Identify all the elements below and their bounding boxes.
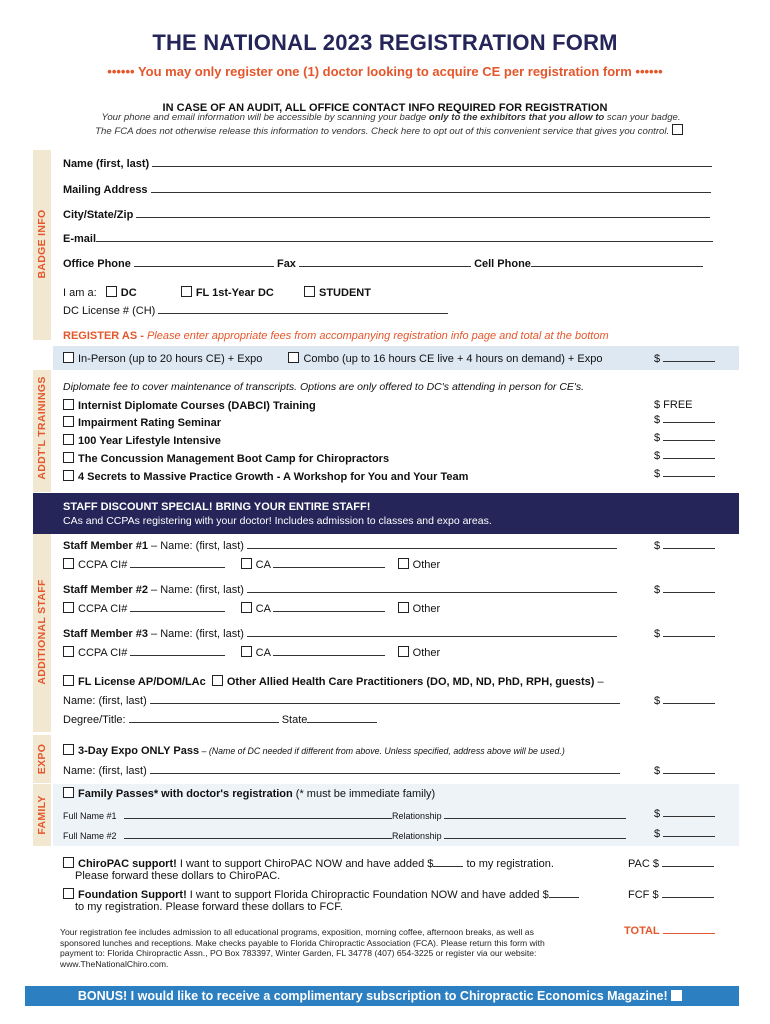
staff-credentials-row (63, 646, 440, 659)
ca-field[interactable] (273, 558, 385, 568)
training-checkbox[interactable] (63, 399, 74, 410)
staff-member-row (63, 539, 617, 552)
other-label: Other (412, 647, 441, 659)
pac-text2: to my registration. (463, 858, 554, 870)
staff-banner-title: STAFF DISCOUNT SPECIAL! BRING YOUR ENTIRE STAFF! (63, 501, 371, 513)
page-subtitle: •••••• You may only register one (1) doctor looking to acquire CE per registration form •••••• (107, 64, 663, 79)
ca-checkbox[interactable] (241, 558, 252, 569)
full-name-label: Full Name #1 (63, 811, 117, 821)
fcf-line2: to my registration. Please forward these dollars to FCF. (75, 901, 343, 913)
fl-first-year-checkbox[interactable] (181, 286, 192, 297)
expo-checkbox[interactable] (63, 744, 74, 755)
office-phone-label: Office Phone (63, 258, 131, 270)
opt-out-checkbox[interactable] (672, 124, 683, 135)
cell-phone-label: Cell Phone (474, 258, 531, 270)
ccpa-field[interactable] (130, 646, 225, 656)
family-label: Family Passes* with doctor's registration (78, 788, 293, 800)
mailing-field[interactable] (151, 183, 711, 193)
city-field[interactable] (136, 208, 710, 218)
training-label: 100 Year Lifestyle Intensive (78, 435, 221, 447)
license-field[interactable] (158, 304, 448, 314)
full-name-field[interactable] (124, 809, 392, 819)
training-amount (654, 449, 715, 462)
staff-banner-sub: CAs and CCPAs registering with your doctor! Includes admission to classes and expo areas. (63, 515, 492, 527)
ccpa-field[interactable] (130, 602, 225, 612)
family-note: (* must be immediate family) (292, 788, 436, 800)
name-label: Name (first, last) (63, 158, 150, 170)
fcf-inline-field[interactable] (549, 888, 579, 898)
inperson-checkbox[interactable] (63, 352, 74, 363)
training-label: The Concussion Management Boot Camp for Chiropractors (78, 453, 390, 465)
ca-checkbox[interactable] (241, 646, 252, 657)
training-amount (654, 467, 715, 480)
family-row (63, 787, 435, 800)
staff-name-field[interactable] (247, 627, 617, 637)
pac-amount-label: PAC $ (628, 858, 659, 870)
staff-credentials-row (63, 558, 440, 571)
total-field[interactable] (663, 924, 715, 934)
dollar-sign: $ (654, 808, 661, 820)
degree-row (63, 713, 377, 726)
dollar-sign: $ (654, 468, 661, 480)
ca-field[interactable] (273, 646, 385, 656)
allied-amount (654, 694, 715, 707)
staff-name-label: – Name: (first, last) (147, 628, 244, 640)
staff-amount-field[interactable] (663, 583, 715, 593)
iam-label: I am a: (63, 287, 97, 299)
email-label: E-mail (63, 233, 97, 245)
email-field[interactable] (96, 232, 713, 242)
ccpa-field[interactable] (130, 558, 225, 568)
fcf-text: I want to support Florida Chiropractic Foundation NOW and have added $ (186, 889, 549, 901)
register-as-label: REGISTER AS - (63, 330, 147, 342)
expo-name-row (63, 764, 620, 777)
family-amount (654, 827, 715, 840)
pac-text: I want to support ChiroPAC NOW and have added $ (176, 858, 434, 870)
training-label: 4 Secrets to Massive Practice Growth - A Workshop for You and Your Team (78, 471, 469, 483)
fcf-amount-field[interactable] (662, 888, 714, 898)
inperson-label: In-Person (up to 20 hours CE) + Expo (78, 353, 263, 365)
allied-label: Other Allied Health Care Practitioners (DO, MD, ND, PhD, RPH, guests) (226, 676, 595, 688)
relationship-label: Relationship (392, 831, 442, 841)
state-label: State (281, 714, 308, 726)
training-amount (654, 413, 715, 426)
dollar-sign: $ (654, 432, 661, 444)
allied-name-row (63, 694, 620, 707)
training-checkbox[interactable] (63, 470, 74, 481)
staff-amount-field[interactable] (663, 539, 715, 549)
allied-row (63, 675, 604, 688)
name-field[interactable] (152, 157, 712, 167)
ccpa-checkbox[interactable] (63, 558, 74, 569)
bonus-checkbox[interactable] (671, 990, 682, 1001)
dc-option-label: DC (120, 287, 137, 299)
student-checkbox[interactable] (304, 286, 315, 297)
allied-dash: – (594, 676, 604, 688)
dc-checkbox[interactable] (106, 286, 117, 297)
expo-row (63, 744, 565, 757)
other-checkbox[interactable] (398, 558, 409, 569)
allied-checkbox[interactable] (212, 675, 223, 686)
pac-inline-field[interactable] (433, 857, 463, 867)
allied-name-label: Name: (first, last) (63, 695, 147, 707)
ca-field[interactable] (273, 602, 385, 612)
fl-first-year-label: FL 1st-Year DC (195, 287, 274, 299)
pac-amount-field[interactable] (662, 857, 714, 867)
email-row (63, 232, 713, 245)
staff-name-label: – Name: (first, last) (147, 540, 244, 552)
dollar-sign: $ (654, 765, 661, 777)
license-row (63, 304, 448, 317)
ccpa-checkbox[interactable] (63, 602, 74, 613)
fcf-label: Foundation Support! (78, 889, 187, 901)
footer-note: Your registration fee includes admission to all educational programs, exposition, morning coffee, afternoon breaks, as well as sponsored lunches and receptions. Make checks payable to Florida Chiropractic Association (FCA). Please return this form with payment to: Florida Chiropractic Assn., PO Box 783397, Winter Garden, FL 34778 (407) 654-3225 or register via our website: www.TheNationalChiro.com. (60, 927, 545, 969)
dollar-sign: $ (654, 353, 661, 365)
state-field[interactable] (307, 713, 377, 723)
ccpa-label: CCPA CI# (78, 603, 128, 615)
training-checkbox[interactable] (63, 452, 74, 463)
expo-note: – (Name of DC needed if different from above. Unless specified, address above will be used.) (199, 746, 565, 756)
relationship-label: Relationship (392, 811, 442, 821)
register-as-heading (63, 330, 609, 342)
register-as-note: Please enter appropriate fees from accompanying registration info page and total at the bottom (146, 330, 609, 342)
other-label: Other (412, 603, 441, 615)
pac-row (63, 857, 554, 870)
other-label: Other (412, 559, 441, 571)
ca-label: CA (255, 559, 271, 571)
staff-name-field[interactable] (247, 583, 617, 593)
full-name-field[interactable] (124, 829, 392, 839)
dollar-sign: $ (654, 414, 661, 426)
total-label: TOTAL (624, 925, 660, 937)
mailing-label: Mailing Address (63, 184, 148, 196)
dollar-sign: $ (654, 695, 661, 707)
dollar-sign: $ (654, 540, 661, 552)
pac-amount (628, 857, 714, 870)
badge-side-label: BADGE INFO (36, 209, 48, 279)
staff-member-row (63, 627, 617, 640)
bonus-banner (25, 986, 739, 1006)
training-label: Impairment Rating Seminar (78, 417, 222, 429)
pac-line2: Please forward these dollars to ChiroPAC. (75, 870, 281, 882)
expo-amount (654, 764, 715, 777)
ca-checkbox[interactable] (241, 602, 252, 613)
ccpa-label: CCPA CI# (78, 559, 128, 571)
combo-label: Combo (up to 16 hours CE live + 4 hours on demand) + Expo (303, 353, 603, 365)
register-amount (654, 352, 715, 365)
training-amount-field[interactable] (663, 413, 715, 423)
degree-field[interactable] (129, 713, 279, 723)
fcf-row (63, 888, 579, 901)
expo-amount-field[interactable] (663, 764, 715, 774)
relationship-field[interactable] (444, 829, 626, 839)
staff-amount-field[interactable] (663, 627, 715, 637)
dollar-sign: $ (654, 828, 661, 840)
training-item (63, 470, 468, 483)
staff-side-label: ADDITIONAL STAFF (36, 579, 48, 685)
training-label: Internist Diplomate Courses (DABCI) Training (78, 400, 316, 412)
mailing-row (63, 183, 711, 196)
fcf-checkbox[interactable] (63, 888, 74, 899)
staff-member-label: Staff Member #2 (63, 584, 148, 596)
office-phone-field[interactable] (134, 257, 274, 267)
training-item (63, 416, 221, 429)
fcf-amount-label: FCF $ (628, 889, 659, 901)
training-free-amount: $ FREE (654, 399, 693, 411)
other-checkbox[interactable] (398, 646, 409, 657)
allied-name-field[interactable] (150, 694, 620, 704)
combo-checkbox[interactable] (288, 352, 299, 363)
relationship-field[interactable] (444, 809, 626, 819)
pac-label: ChiroPAC support! (78, 858, 177, 870)
family-checkbox[interactable] (63, 787, 74, 798)
phone-row (63, 257, 703, 270)
staff-member-label: Staff Member #3 (63, 628, 148, 640)
page-title: THE NATIONAL 2023 REGISTRATION FORM (152, 30, 618, 55)
training-item (63, 434, 221, 447)
training-item (63, 399, 316, 412)
audit-heading: IN CASE OF AN AUDIT, ALL OFFICE CONTACT INFO REQUIRED FOR REGISTRATION (162, 102, 608, 114)
family-side-label: FAMILY (36, 795, 48, 835)
fl-license-checkbox[interactable] (63, 675, 74, 686)
city-row (63, 208, 710, 221)
register-options-row (63, 352, 603, 365)
trainings-note: Diplomate fee to cover maintenance of transcripts. Options are only offered to DC's attending in person for CE's. (63, 381, 585, 393)
other-checkbox[interactable] (398, 602, 409, 613)
family-amount-field[interactable] (663, 807, 715, 817)
ca-label: CA (255, 603, 271, 615)
training-checkbox[interactable] (63, 416, 74, 427)
family-amount (654, 807, 715, 820)
full-name-label: Full Name #2 (63, 831, 117, 841)
bonus-text: BONUS! I would like to receive a complimentary subscription to Chiropractic Economics Magazine! (77, 989, 668, 1003)
expo-label: 3-Day Expo ONLY Pass (78, 745, 200, 757)
city-label: City/State/Zip (63, 209, 134, 221)
expo-side-label: EXPO (36, 743, 48, 775)
staff-credentials-row (63, 602, 440, 615)
staff-name-field[interactable] (247, 539, 617, 549)
training-checkbox[interactable] (63, 434, 74, 445)
staff-amount (654, 583, 715, 596)
training-amount-field[interactable] (663, 431, 715, 441)
fax-label: Fax (276, 258, 296, 270)
staff-member-label: Staff Member #1 (63, 540, 148, 552)
family-amount-field[interactable] (663, 827, 715, 837)
dollar-sign: $ (654, 628, 661, 640)
allied-amount-field[interactable] (663, 694, 715, 704)
name-row (63, 157, 712, 170)
staff-banner (33, 493, 739, 534)
register-amount-field[interactable] (663, 352, 715, 362)
iam-row (63, 286, 371, 299)
training-amount-field[interactable] (663, 449, 715, 459)
family-member-row (63, 809, 626, 821)
training-amount-field[interactable] (663, 467, 715, 477)
fax-field[interactable] (299, 257, 471, 267)
trainings-side-label: ADDT'L TRAININGS (36, 376, 48, 480)
fcf-amount (628, 888, 714, 901)
license-label: DC License # (CH) (63, 305, 156, 317)
staff-member-row (63, 583, 617, 596)
ccpa-checkbox[interactable] (63, 646, 74, 657)
audit-note: Your phone and email information will be accessible by scanning your badge only to the exhibitors that you allow to scan your badge. The FCA does not otherwise release this information to vendors. Check here to opt out of this convenient service that gives you control. (56, 112, 726, 138)
expo-name-field[interactable] (150, 764, 620, 774)
expo-name-label: Name: (first, last) (63, 765, 147, 777)
pac-checkbox[interactable] (63, 857, 74, 868)
dollar-sign: $ (654, 450, 661, 462)
training-item (63, 452, 389, 465)
ccpa-label: CCPA CI# (78, 647, 128, 659)
dollar-sign: $ (654, 584, 661, 596)
staff-amount (654, 627, 715, 640)
student-label: STUDENT (319, 287, 371, 299)
staff-amount (654, 539, 715, 552)
fl-license-label: FL License AP/DOM/LAc (78, 676, 206, 688)
staff-name-label: – Name: (first, last) (147, 584, 244, 596)
cell-phone-field[interactable] (531, 257, 703, 267)
total-row (624, 924, 715, 937)
degree-label: Degree/Title: (63, 714, 126, 726)
family-member-row (63, 829, 626, 841)
ca-label: CA (255, 647, 271, 659)
training-amount (654, 431, 715, 444)
